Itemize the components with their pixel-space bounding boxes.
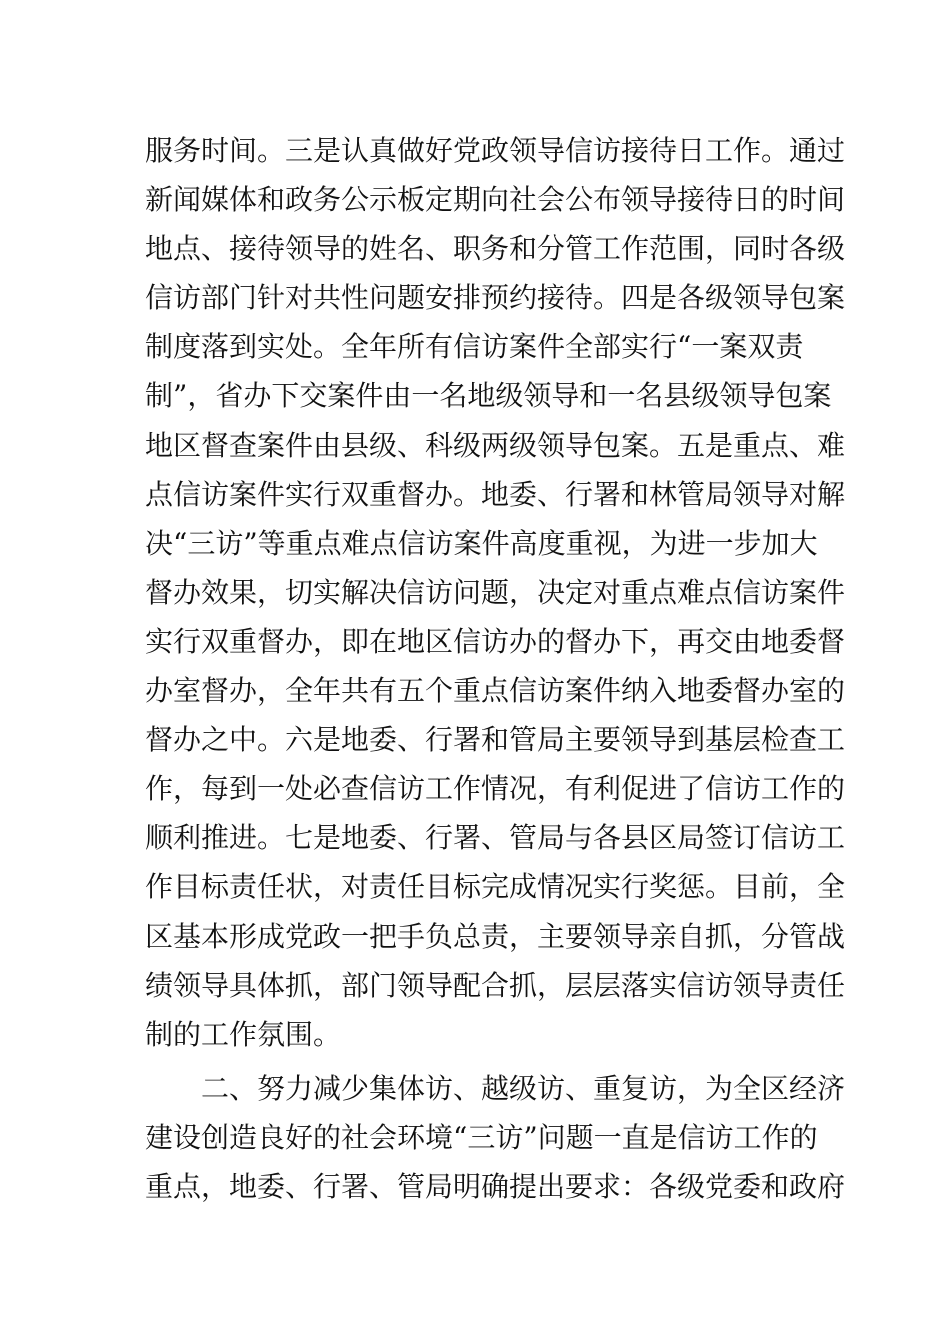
text-line: 实行双重督办，即在地区信访办的督办下，再交由地委督: [145, 624, 846, 658]
text-line: 建设创造良好的社会环境“三访”问题一直是信访工作的: [145, 1120, 818, 1154]
text-line: 作目标责任状，对责任目标完成情况实行奖惩。目前，全: [145, 870, 846, 904]
text-line: 重点，地委、行署、管局明确提出要求：各级党委和政府: [145, 1169, 846, 1203]
text-line: 督办效果，切实解决信访问题，决定对重点难点信访案件: [145, 575, 846, 609]
text-line: 绩领导具体抓，部门领导配合抓，层层落实信访领导责任: [145, 968, 846, 1002]
text-line: 制度落到实处。全年所有信访案件全部实行“一案双责: [145, 330, 804, 364]
text-line: 决“三访”等重点难点信访案件高度重视，为进一步加大: [145, 526, 818, 560]
text-line: 区基本形成党政一把手负总责，主要领导亲自抓，分管战: [145, 919, 846, 953]
text-line: 地点、接待领导的姓名、职务和分管工作范围，同时各级: [145, 232, 846, 266]
text-line: 服务时间。三是认真做好党政领导信访接待日工作。通过: [145, 134, 846, 167]
text-line: 督办之中。六是地委、行署和管局主要领导到基层检查工: [145, 723, 846, 757]
text-line-indented: 二、努力减少集体访、越级访、重复访，为全区经济: [201, 1071, 846, 1105]
text-line: 制”，省办下交案件由一名地级领导和一名县级领导包案: [145, 379, 832, 413]
text-line: 地区督查案件由县级、科级两级领导包案。五是重点、难: [145, 428, 846, 462]
paragraph-2: [145, 1064, 846, 1211]
text-line: 顺利推进。七是地委、行署、管局与各县区局签订信访工: [145, 821, 846, 855]
text-line: 点信访案件实行双重督办。地委、行署和林管局领导对解: [145, 477, 846, 511]
text-line: 制的工作氛围。: [145, 1017, 342, 1051]
document-body: [145, 126, 846, 1211]
text-line: 作，每到一处必查信访工作情况，有利促进了信访工作的: [145, 772, 846, 806]
text-line: 办室督办，全年共有五个重点信访案件纳入地委督办室的: [145, 674, 846, 708]
text-line: 信访部门针对共性问题安排预约接待。四是各级领导包案: [145, 281, 846, 315]
text-line: 新闻媒体和政务公示板定期向社会公布领导接待日的时间: [145, 183, 846, 217]
paragraph-1: [145, 126, 846, 1059]
